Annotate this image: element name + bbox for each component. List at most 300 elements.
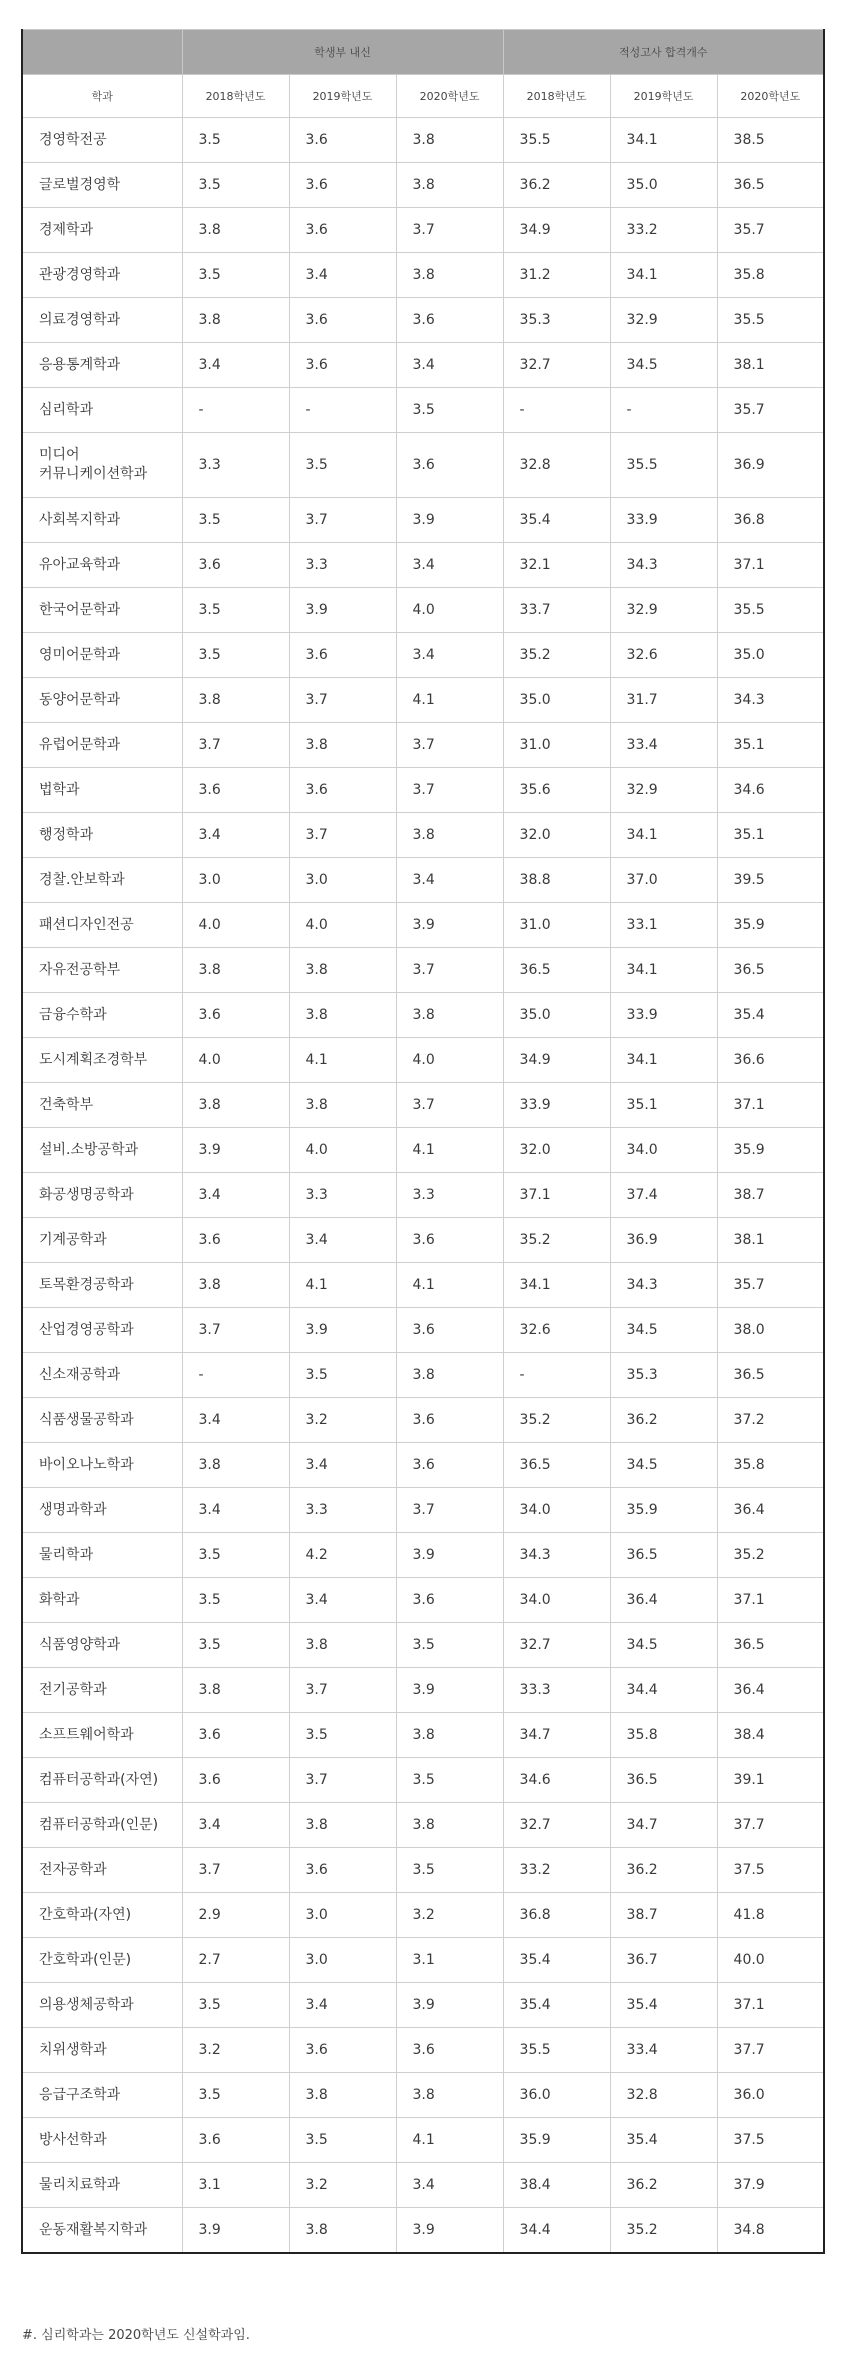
department-name-cell: 식품생물공학과 [22,1398,182,1443]
department-name-cell: 한국어문학과 [22,588,182,633]
aptitude-score-cell: 34.8 [717,2208,824,2254]
school-record-grade-cell: 3.8 [289,1623,396,1668]
school-record-grade-cell: 4.0 [182,1038,289,1083]
school-record-grade-cell: 3.9 [396,2208,503,2254]
school-record-grade-cell: 3.5 [182,118,289,163]
aptitude-score-cell: 32.9 [610,298,717,343]
school-record-grade-cell: 3.9 [396,1533,503,1578]
aptitude-score-cell: 36.5 [503,948,610,993]
aptitude-score-cell: 34.3 [503,1533,610,1578]
department-name-cell: 물리치료학과 [22,2163,182,2208]
aptitude-score-cell: 34.0 [610,1128,717,1173]
aptitude-score-cell: 36.7 [610,1938,717,1983]
school-record-grade-cell: 3.1 [396,1938,503,1983]
school-record-grade-cell: 3.5 [289,1353,396,1398]
school-record-grade-cell: 3.5 [182,253,289,298]
aptitude-score-cell: 36.8 [717,498,824,543]
table-row [22,1758,824,1803]
year-header: 2018학년도 [182,75,289,118]
school-record-grade-cell: 3.6 [289,118,396,163]
school-record-grade-cell: 3.8 [182,948,289,993]
table-row [22,588,824,633]
aptitude-score-cell: 34.5 [610,1623,717,1668]
table-row [22,433,824,498]
school-record-grade-cell: 3.7 [396,1083,503,1128]
school-record-grade-cell: 3.3 [182,433,289,498]
school-record-grade-cell: 3.5 [182,1983,289,2028]
department-name-cell: 생명과학과 [22,1488,182,1533]
aptitude-score-cell: 35.8 [610,1713,717,1758]
school-record-grade-cell: 3.2 [182,2028,289,2073]
aptitude-score-cell: 36.5 [503,1443,610,1488]
department-name-cell: 토목환경공학과 [22,1263,182,1308]
school-record-header: 학생부 내신 [182,30,503,75]
aptitude-score-cell: - [503,388,610,433]
aptitude-score-cell: 39.5 [717,858,824,903]
school-record-grade-cell: 3.4 [182,343,289,388]
school-record-grade-cell: 3.7 [396,723,503,768]
school-record-grade-cell: 3.7 [396,768,503,813]
aptitude-score-cell: 38.7 [610,1893,717,1938]
aptitude-score-cell: 34.6 [503,1758,610,1803]
school-record-grade-cell: 4.1 [396,2118,503,2163]
school-record-grade-cell: 3.6 [289,208,396,253]
school-record-grade-cell: 4.0 [182,903,289,948]
department-name-cell: 간호학과(자연) [22,1893,182,1938]
group-header-row [22,30,824,75]
aptitude-score-cell: 34.5 [610,1443,717,1488]
department-name-cell: 심리학과 [22,388,182,433]
table-row [22,2028,824,2073]
school-record-grade-cell: 3.6 [396,1443,503,1488]
aptitude-score-cell: 35.0 [717,633,824,678]
school-record-grade-cell: 3.7 [289,1758,396,1803]
table-row [22,723,824,768]
school-record-grade-cell: 3.7 [182,1308,289,1353]
aptitude-score-cell: 37.4 [610,1173,717,1218]
school-record-grade-cell: 3.7 [182,723,289,768]
table-row [22,1173,824,1218]
school-record-grade-cell: 3.9 [396,1983,503,2028]
table-row [22,1443,824,1488]
department-name-cell: 경영학전공 [22,118,182,163]
aptitude-score-cell: 40.0 [717,1938,824,1983]
department-name-cell: 자유전공학부 [22,948,182,993]
aptitude-score-cell: 36.4 [717,1488,824,1533]
table-row [22,1488,824,1533]
aptitude-score-cell: 37.1 [717,1578,824,1623]
aptitude-score-cell: 39.1 [717,1758,824,1803]
aptitude-score-cell: 35.1 [610,1083,717,1128]
table-row [22,1308,824,1353]
aptitude-score-cell: 34.1 [610,948,717,993]
school-record-grade-cell: 3.4 [182,1398,289,1443]
table-row [22,208,824,253]
aptitude-score-cell: 35.9 [503,2118,610,2163]
school-record-grade-cell: 3.8 [289,1803,396,1848]
department-name-cell: 식품영양학과 [22,1623,182,1668]
school-record-grade-cell: 2.7 [182,1938,289,1983]
table-row [22,768,824,813]
aptitude-score-cell: 32.8 [503,433,610,498]
school-record-grade-cell: 3.5 [182,1578,289,1623]
school-record-grade-cell: 3.5 [182,498,289,543]
school-record-grade-cell: 3.8 [182,1083,289,1128]
aptitude-score-cell: 36.5 [610,1758,717,1803]
aptitude-score-cell: 34.1 [610,118,717,163]
aptitude-score-cell: 32.9 [610,588,717,633]
aptitude-score-cell: 37.0 [610,858,717,903]
school-record-grade-cell: 3.5 [396,1848,503,1893]
aptitude-score-cell: 37.5 [717,1848,824,1893]
school-record-grade-cell: 3.7 [182,1848,289,1893]
school-record-grade-cell: 3.4 [182,813,289,858]
department-name-cell: 도시계획조경학부 [22,1038,182,1083]
school-record-grade-cell: 3.4 [396,543,503,588]
department-name-cell: 소프트웨어학과 [22,1713,182,1758]
table-row [22,1533,824,1578]
school-record-grade-cell: 3.5 [182,633,289,678]
department-name-cell: 의용생체공학과 [22,1983,182,2028]
aptitude-score-cell: - [503,1353,610,1398]
aptitude-score-cell: 36.5 [717,1623,824,1668]
school-record-grade-cell: 3.8 [396,1803,503,1848]
aptitude-score-cell: 36.6 [717,1038,824,1083]
school-record-grade-cell: 3.7 [289,678,396,723]
table-row [22,903,824,948]
aptitude-score-cell: 36.5 [717,948,824,993]
school-record-grade-cell: 3.6 [182,543,289,588]
table-row [22,1848,824,1893]
aptitude-score-cell: 34.5 [610,1308,717,1353]
aptitude-test-header: 적성고사 합격개수 [503,30,824,75]
school-record-grade-cell: 2.9 [182,1893,289,1938]
aptitude-score-cell: 37.9 [717,2163,824,2208]
aptitude-score-cell: 36.4 [717,1668,824,1713]
school-record-grade-cell: 3.5 [289,1713,396,1758]
table-row [22,1038,824,1083]
aptitude-score-cell: 32.6 [610,633,717,678]
table-row [22,948,824,993]
school-record-grade-cell: 3.4 [289,1218,396,1263]
school-record-grade-cell: 3.3 [289,1488,396,1533]
school-record-grade-cell: 3.4 [396,633,503,678]
aptitude-score-cell: 38.4 [717,1713,824,1758]
school-record-grade-cell: 3.4 [182,1803,289,1848]
school-record-grade-cell: 3.6 [182,993,289,1038]
aptitude-score-cell: 35.4 [610,2118,717,2163]
school-record-grade-cell: 3.6 [396,1578,503,1623]
department-name-cell: 법학과 [22,768,182,813]
school-record-grade-cell: 3.8 [182,298,289,343]
school-record-grade-cell: 3.8 [289,723,396,768]
table-row [22,633,824,678]
school-record-grade-cell: - [182,388,289,433]
school-record-grade-cell: 3.0 [289,1893,396,1938]
aptitude-score-cell: 34.3 [610,543,717,588]
school-record-grade-cell: 3.8 [289,948,396,993]
aptitude-score-cell: 35.2 [717,1533,824,1578]
aptitude-score-cell: 38.4 [503,2163,610,2208]
admission-grade-table [21,29,825,2254]
school-record-grade-cell: 3.3 [289,1173,396,1218]
school-record-grade-cell: 3.6 [396,1218,503,1263]
aptitude-score-cell: 35.8 [717,253,824,298]
school-record-grade-cell: 3.9 [396,1668,503,1713]
school-record-grade-cell: 3.8 [396,118,503,163]
aptitude-score-cell: 32.0 [503,813,610,858]
department-name-cell: 전자공학과 [22,1848,182,1893]
aptitude-score-cell: 35.0 [610,163,717,208]
school-record-grade-cell: 3.7 [289,1668,396,1713]
school-record-grade-cell: 3.5 [182,2073,289,2118]
aptitude-score-cell: 34.9 [503,1038,610,1083]
school-record-grade-cell: 3.6 [289,2028,396,2073]
department-name-cell: 경찰.안보학과 [22,858,182,903]
school-record-grade-cell: 3.9 [182,2208,289,2254]
aptitude-score-cell: 35.5 [503,118,610,163]
aptitude-score-cell: 34.4 [503,2208,610,2254]
school-record-grade-cell: 3.6 [396,298,503,343]
aptitude-score-cell: 36.0 [503,2073,610,2118]
school-record-grade-cell: 4.0 [396,588,503,633]
aptitude-score-cell: 34.4 [610,1668,717,1713]
aptitude-score-cell: 31.2 [503,253,610,298]
table-row [22,253,824,298]
year-header: 2020학년도 [717,75,824,118]
aptitude-score-cell: 37.7 [717,1803,824,1848]
aptitude-score-cell: 33.9 [503,1083,610,1128]
year-header: 2020학년도 [396,75,503,118]
table-row [22,163,824,208]
school-record-grade-cell: 4.0 [289,1128,396,1173]
department-name-cell: 컴퓨터공학과(자연) [22,1758,182,1803]
year-header: 2019학년도 [289,75,396,118]
table-row [22,993,824,1038]
table-row [22,1398,824,1443]
school-record-grade-cell: 3.4 [396,858,503,903]
aptitude-score-cell: 32.0 [503,1128,610,1173]
aptitude-score-cell: 35.5 [610,433,717,498]
school-record-grade-cell: 3.4 [289,1443,396,1488]
school-record-grade-cell: 3.9 [289,1308,396,1353]
aptitude-score-cell: 34.1 [610,1038,717,1083]
aptitude-score-cell: 38.1 [717,1218,824,1263]
school-record-grade-cell: 3.2 [289,1398,396,1443]
table-row [22,1623,824,1668]
school-record-grade-cell: 3.7 [396,948,503,993]
aptitude-score-cell: 35.4 [717,993,824,1038]
table-row [22,2073,824,2118]
aptitude-score-cell: 32.8 [610,2073,717,2118]
aptitude-score-cell: 34.6 [717,768,824,813]
school-record-grade-cell: 3.5 [289,2118,396,2163]
aptitude-score-cell: 33.2 [503,1848,610,1893]
aptitude-score-cell: 37.5 [717,2118,824,2163]
school-record-grade-cell: 3.6 [182,768,289,813]
aptitude-score-cell: 36.9 [610,1218,717,1263]
aptitude-score-cell: 35.5 [503,2028,610,2073]
school-record-grade-cell: 3.6 [396,1308,503,1353]
aptitude-score-cell: 32.9 [610,768,717,813]
table-row [22,298,824,343]
school-record-grade-cell: 4.1 [396,678,503,723]
aptitude-score-cell: 35.7 [717,1263,824,1308]
department-name-cell: 컴퓨터공학과(인문) [22,1803,182,1848]
school-record-grade-cell: 3.7 [289,813,396,858]
aptitude-score-cell: 31.0 [503,723,610,768]
table-row [22,1353,824,1398]
school-record-grade-cell: 3.8 [289,2208,396,2254]
school-record-grade-cell: 3.8 [289,1083,396,1128]
aptitude-score-cell: 33.3 [503,1668,610,1713]
aptitude-score-cell: 35.2 [503,1218,610,1263]
department-name-cell: 신소재공학과 [22,1353,182,1398]
school-record-grade-cell: 3.8 [182,208,289,253]
aptitude-score-cell: 35.9 [717,1128,824,1173]
school-record-grade-cell: 3.4 [289,1578,396,1623]
table-row [22,388,824,433]
aptitude-score-cell: 33.4 [610,2028,717,2073]
aptitude-score-cell: 34.7 [610,1803,717,1848]
aptitude-score-cell: 35.4 [503,498,610,543]
school-record-grade-cell: 3.9 [289,588,396,633]
aptitude-score-cell: 35.6 [503,768,610,813]
aptitude-score-cell: 31.0 [503,903,610,948]
school-record-grade-cell: 3.8 [182,1263,289,1308]
table-row [22,1218,824,1263]
school-record-grade-cell: 4.0 [289,903,396,948]
aptitude-score-cell: 34.1 [610,813,717,858]
aptitude-score-cell: 37.2 [717,1398,824,1443]
table-row [22,2118,824,2163]
aptitude-score-cell: 34.9 [503,208,610,253]
aptitude-score-cell: 38.0 [717,1308,824,1353]
table-row [22,1578,824,1623]
aptitude-score-cell: 36.2 [610,1398,717,1443]
aptitude-score-cell: 34.3 [717,678,824,723]
aptitude-score-cell: 32.6 [503,1308,610,1353]
department-name-cell: 화공생명공학과 [22,1173,182,1218]
department-header: 학과 [22,75,182,118]
school-record-grade-cell: 4.1 [396,1128,503,1173]
school-record-grade-cell: 3.9 [396,903,503,948]
aptitude-score-cell: 34.7 [503,1713,610,1758]
aptitude-score-cell: 35.7 [717,388,824,433]
department-name-cell: 전기공학과 [22,1668,182,1713]
aptitude-score-cell: 31.7 [610,678,717,723]
department-name-cell: 행정학과 [22,813,182,858]
table-row [22,858,824,903]
department-name-cell: 방사선학과 [22,2118,182,2163]
aptitude-score-cell: 35.9 [610,1488,717,1533]
school-record-grade-cell: 3.2 [289,2163,396,2208]
school-record-grade-cell: 3.3 [396,1173,503,1218]
aptitude-score-cell: 38.5 [717,118,824,163]
department-name-cell: 응급구조학과 [22,2073,182,2118]
school-record-grade-cell: 3.7 [396,1488,503,1533]
school-record-grade-cell: 3.0 [289,1938,396,1983]
table-row [22,813,824,858]
school-record-grade-cell: 3.6 [289,768,396,813]
aptitude-score-cell: 35.4 [610,1983,717,2028]
aptitude-score-cell: 36.5 [717,163,824,208]
aptitude-score-cell: 36.8 [503,1893,610,1938]
aptitude-score-cell: 35.8 [717,1443,824,1488]
department-name-cell: 동양어문학과 [22,678,182,723]
department-name-cell: 의료경영학과 [22,298,182,343]
department-name-cell: 건축학부 [22,1083,182,1128]
school-record-grade-cell: 3.8 [182,1443,289,1488]
school-record-grade-cell: 3.8 [396,253,503,298]
department-name-cell: 관광경영학과 [22,253,182,298]
aptitude-score-cell: 35.5 [717,588,824,633]
table-row [22,343,824,388]
department-name-cell: 유아교육학과 [22,543,182,588]
aptitude-score-cell: 32.1 [503,543,610,588]
aptitude-score-cell: 35.5 [717,298,824,343]
school-record-grade-cell: 3.8 [182,1668,289,1713]
school-record-grade-cell: 4.1 [396,1263,503,1308]
year-header: 2018학년도 [503,75,610,118]
department-name-cell: 설비.소방공학과 [22,1128,182,1173]
school-record-grade-cell: 3.6 [182,1758,289,1803]
aptitude-score-cell: 35.4 [503,1938,610,1983]
department-name-cell: 유럽어문학과 [22,723,182,768]
school-record-grade-cell: 3.4 [396,343,503,388]
aptitude-score-cell: 36.2 [503,163,610,208]
department-name-cell: 응용통계학과 [22,343,182,388]
school-record-grade-cell: 3.8 [289,2073,396,2118]
department-name-cell: 산업경영공학과 [22,1308,182,1353]
school-record-grade-cell: 3.1 [182,2163,289,2208]
school-record-grade-cell: 4.2 [289,1533,396,1578]
table-row [22,118,824,163]
aptitude-score-cell: 32.7 [503,1803,610,1848]
school-record-grade-cell: 3.8 [396,1713,503,1758]
department-name-cell: 화학과 [22,1578,182,1623]
aptitude-score-cell: 36.5 [610,1533,717,1578]
school-record-grade-cell: 3.6 [396,433,503,498]
school-record-grade-cell: 3.7 [396,208,503,253]
table-row [22,498,824,543]
school-record-grade-cell: 3.6 [396,1398,503,1443]
table-row [22,1803,824,1848]
school-record-grade-cell: 3.5 [289,433,396,498]
school-record-grade-cell: 3.0 [289,858,396,903]
aptitude-score-cell: 37.1 [717,1083,824,1128]
table-row [22,678,824,723]
school-record-grade-cell: 3.6 [182,1713,289,1758]
school-record-grade-cell: - [289,388,396,433]
school-record-grade-cell: 3.7 [289,498,396,543]
department-name-cell: 패션디자인전공 [22,903,182,948]
school-record-grade-cell: 3.5 [182,1533,289,1578]
aptitude-score-cell: 35.2 [503,633,610,678]
table-body [22,118,824,2254]
aptitude-score-cell: 34.5 [610,343,717,388]
table-row [22,1668,824,1713]
school-record-grade-cell: 3.4 [182,1173,289,1218]
school-record-grade-cell: 3.8 [396,2073,503,2118]
department-name-cell: 글로벌경영학 [22,163,182,208]
table-row [22,543,824,588]
school-record-grade-cell: 3.6 [289,163,396,208]
school-record-grade-cell: 4.1 [289,1263,396,1308]
school-record-grade-cell: 3.9 [396,498,503,543]
table-row [22,1083,824,1128]
table-row [22,2163,824,2208]
